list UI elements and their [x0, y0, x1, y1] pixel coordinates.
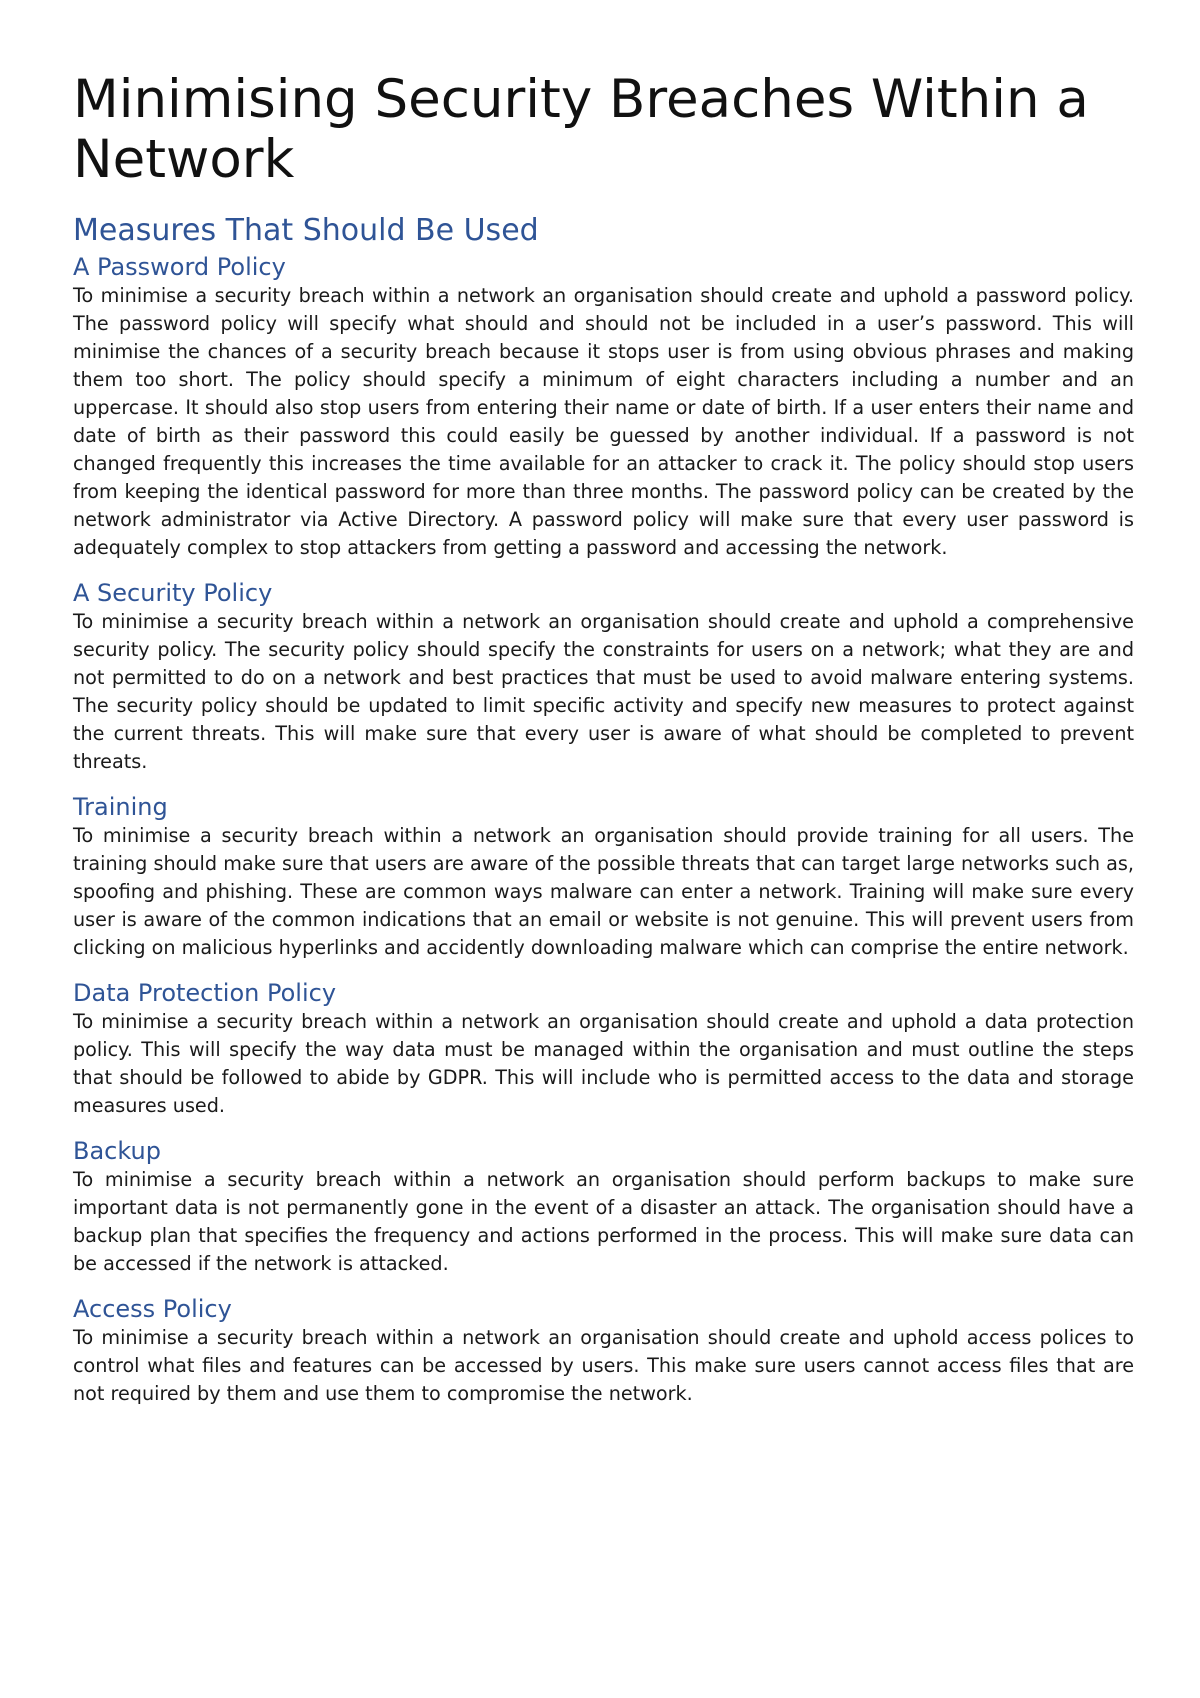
section-body: To minimise a security breach within a network an organisation should create and uphold access polices to control what files and features can be accessed by users. This make sure users cannot access files that are not required by them and use them to compromise the network.: [73, 1326, 1134, 1405]
measures-heading: Measures That Should Be Used: [73, 213, 539, 248]
section-heading: A Security Policy: [73, 579, 273, 607]
section-heading: A Password Policy: [73, 253, 286, 281]
section-body: To minimise a security breach within a network an organisation should create and uphold a comprehensive security policy. The security policy should specify the constraints for users on a network; what they are and not permitted to do on a network and best practices that must be used to avoid malware entering systems. The security policy should be updated to limit specific activity and specify new measures to protect against the current threats. This will make sure that every user is aware of what should be completed to prevent threats.: [73, 610, 1134, 773]
section-security-policy: [73, 578, 1134, 776]
section-body: To minimise a security breach within a network an organisation should provide training for all users. The training should make sure that users are aware of the possible threats that can target large networks such as, spoofing and phishing. These are common ways malware can enter a network. Training will make sure every user is aware of the common indications that an email or website is not genuine. This will prevent users from clicking on malicious hyperlinks and accidently downloading malware which can comprise the entire network.: [73, 824, 1134, 959]
section-heading: Training: [73, 793, 168, 821]
section-body: To minimise a security breach within a network an organisation should create and uphold a password policy. The password policy will specify what should and should not be included in a user’s password. This will minimise the chances of a security breach because it stops user is from using obvious phrases and making them too short. The policy should specify a minimum of eight characters including a number and an uppercase. It should also stop users from entering their name or date of birth. If a user enters their name and date of birth as their password this could easily be guessed by another individual. If a password is not changed frequently this increases the time available for an attacker to crack it. The policy should stop users from keeping the identical password for more than three months. The password policy can be created by the network administrator via Active Directory. A password policy will make sure that every user password is adequately complex to stop attackers from getting a password and accessing the network.: [73, 284, 1134, 559]
section-password-policy: [73, 252, 1134, 562]
section-backup: [73, 1136, 1134, 1278]
section-data-protection-policy: [73, 978, 1134, 1120]
section-heading: Access Policy: [73, 1295, 232, 1323]
section-training: [73, 792, 1134, 962]
section-access-policy: [73, 1294, 1134, 1408]
section-body: To minimise a security breach within a network an organisation should create and uphold a data protection policy. This will specify the way data must be managed within the organisation and must outline the steps that should be followed to abide by GDPR. This will include who is permitted access to the data and storage measures used.: [73, 1010, 1134, 1117]
section-heading: Data Protection Policy: [73, 979, 337, 1007]
document-title: Minimising Security Breaches Within a Network: [73, 69, 1089, 190]
section-heading: Backup: [73, 1137, 161, 1165]
section-body: To minimise a security breach within a network an organisation should perform backups to make sure important data is not permanently gone in the event of a disaster an attack. The organisation should have a backup plan that specifies the frequency and actions performed in the process. This will make sure data can be accessed if the network is attacked.: [73, 1168, 1134, 1275]
